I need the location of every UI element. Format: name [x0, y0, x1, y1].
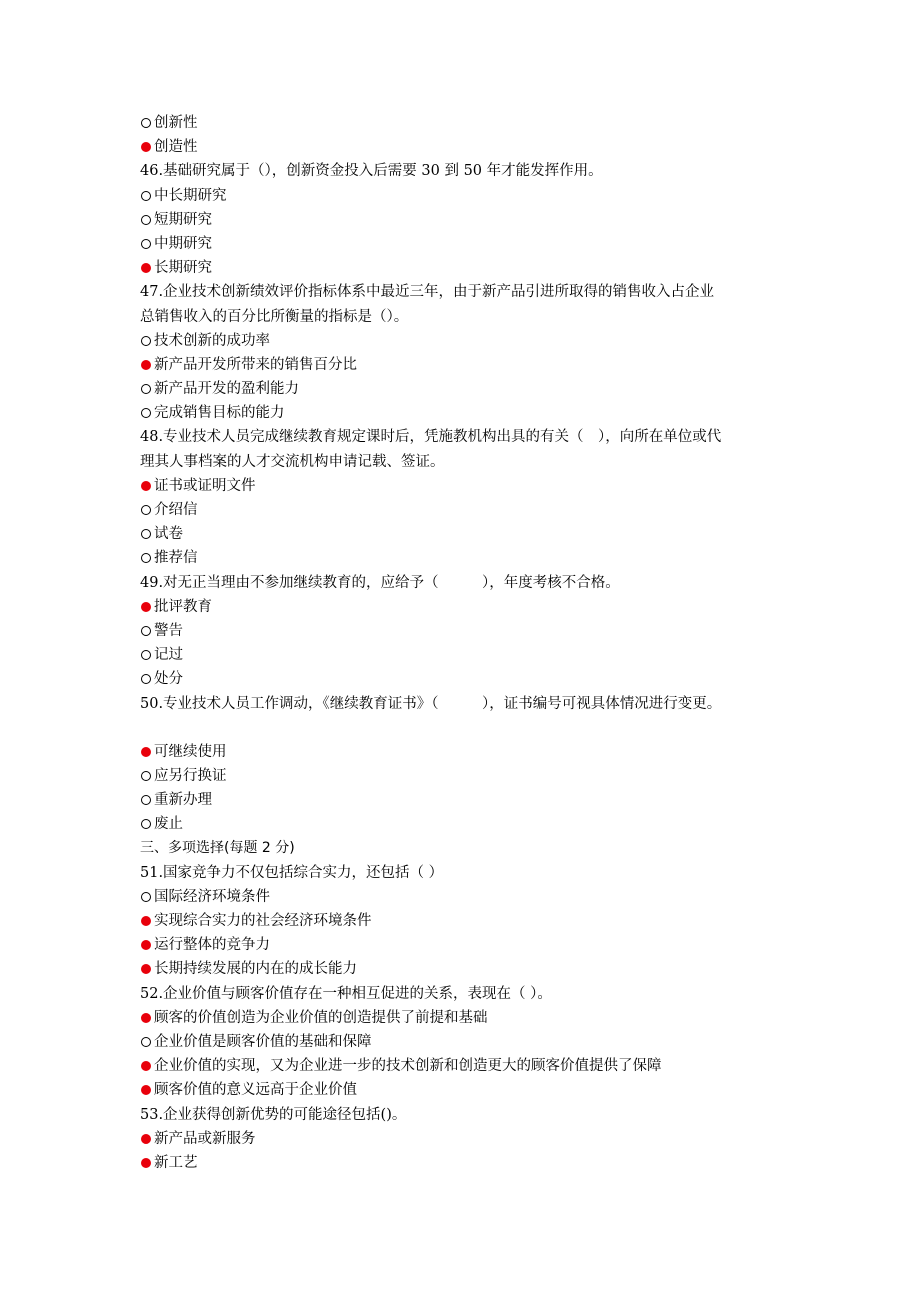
answer-option[interactable] — [140, 329, 800, 353]
answer-option[interactable] — [140, 401, 800, 425]
radio-unselected-icon[interactable] — [141, 1037, 151, 1047]
answer-option[interactable] — [140, 619, 800, 643]
option-label: 创造性 — [154, 139, 198, 156]
radio-selected-icon[interactable] — [141, 940, 151, 950]
radio-selected-icon[interactable] — [141, 1158, 151, 1168]
radio-selected-icon[interactable] — [141, 1061, 151, 1071]
radio-unselected-icon[interactable] — [141, 771, 151, 781]
question-text: 52.企业价值与顾客价值存在一种相互促进的关系，表现在（ ）。 — [140, 985, 552, 1002]
radio-unselected-icon[interactable] — [141, 674, 151, 684]
radio-unselected-icon[interactable] — [141, 626, 151, 636]
radio-selected-icon[interactable] — [141, 1134, 151, 1144]
answer-option[interactable] — [140, 1151, 800, 1175]
option-label: 短期研究 — [154, 211, 212, 228]
option-label: 企业价值的实现，又为企业进一步的技术创新和创造更大的顾客价值提供了保障 — [154, 1058, 662, 1075]
answer-option[interactable] — [140, 740, 800, 764]
answer-option[interactable] — [140, 1127, 800, 1151]
option-label: 运行整体的竞争力 — [154, 937, 270, 954]
exam-document — [140, 111, 800, 1175]
answer-option[interactable] — [140, 1054, 800, 1078]
option-label: 警告 — [154, 622, 183, 639]
option-label: 新产品或新服务 — [154, 1130, 256, 1147]
answer-option[interactable] — [140, 474, 800, 498]
option-label: 长期持续发展的内在的成长能力 — [154, 961, 357, 978]
radio-unselected-icon[interactable] — [141, 408, 151, 418]
question-text: 53.企业获得创新优势的可能途径包括()。 — [140, 1106, 407, 1123]
radio-selected-icon[interactable] — [141, 747, 151, 757]
answer-option[interactable] — [140, 111, 800, 135]
radio-unselected-icon[interactable] — [141, 529, 151, 539]
answer-option[interactable] — [140, 764, 800, 788]
radio-unselected-icon[interactable] — [141, 215, 151, 225]
answer-option[interactable] — [140, 1030, 800, 1054]
answer-option[interactable] — [140, 353, 800, 377]
option-label: 中期研究 — [154, 235, 212, 252]
option-label: 可继续使用 — [154, 743, 227, 760]
option-label: 中长期研究 — [154, 187, 227, 204]
option-label: 批评教育 — [154, 598, 212, 615]
answer-option[interactable] — [140, 232, 800, 256]
answer-option[interactable] — [140, 812, 800, 836]
question-text: 50.专业技术人员工作调动，《继续教育证书》（ ），证书编号可视具体情况进行变更。 — [140, 695, 722, 712]
answer-option[interactable] — [140, 208, 800, 232]
radio-unselected-icon[interactable] — [141, 892, 151, 902]
question-text: 51.国家竞争力不仅包括综合实力，还包括（ ） — [140, 864, 444, 881]
option-label: 顾客的价值创造为企业价值的创造提供了前提和基础 — [154, 1009, 488, 1026]
option-label: 证书或证明文件 — [154, 477, 256, 494]
radio-unselected-icon[interactable] — [141, 819, 151, 829]
answer-option[interactable] — [140, 1078, 800, 1102]
radio-selected-icon[interactable] — [141, 964, 151, 974]
answer-option[interactable] — [140, 933, 800, 957]
answer-option[interactable] — [140, 643, 800, 667]
radio-unselected-icon[interactable] — [141, 191, 151, 201]
option-label: 企业价值是顾客价值的基础和保障 — [154, 1033, 372, 1050]
question-text: 理其人事档案的人才交流机构申请记载、签证。 — [140, 453, 445, 470]
radio-selected-icon[interactable] — [141, 602, 151, 612]
question-text: 46.基础研究属于（），创新资金投入后需要 30 到 50 年才能发挥作用。 — [140, 163, 603, 180]
option-label: 新产品开发的盈利能力 — [154, 381, 299, 398]
radio-unselected-icon[interactable] — [141, 239, 151, 249]
answer-option[interactable] — [140, 1006, 800, 1030]
answer-option[interactable] — [140, 135, 800, 159]
radio-unselected-icon[interactable] — [141, 505, 151, 515]
option-label: 试卷 — [154, 526, 183, 543]
radio-selected-icon[interactable] — [141, 916, 151, 926]
option-label: 处分 — [154, 671, 183, 688]
radio-unselected-icon[interactable] — [141, 384, 151, 394]
option-label: 完成销售目标的能力 — [154, 405, 285, 422]
option-label: 技术创新的成功率 — [154, 332, 270, 349]
radio-selected-icon[interactable] — [141, 1013, 151, 1023]
option-label: 介绍信 — [154, 502, 198, 518]
answer-option[interactable] — [140, 788, 800, 812]
option-label: 国际经济环境条件 — [154, 888, 270, 905]
radio-unselected-icon[interactable] — [141, 553, 151, 563]
question-text: 49.对无正当理由不参加继续教育的，应给予（ ），年度考核不合格。 — [140, 574, 620, 591]
blank-line — [140, 716, 800, 740]
answer-option[interactable] — [140, 184, 800, 208]
section-heading: 三、多项选择(每题 2 分) — [140, 840, 295, 857]
answer-option[interactable] — [140, 546, 800, 570]
answer-option[interactable] — [140, 667, 800, 691]
answer-option[interactable] — [140, 522, 800, 546]
option-label: 重新办理 — [154, 792, 212, 809]
question-text: 总销售收入的百分比所衡量的指标是（）。 — [140, 308, 409, 325]
radio-unselected-icon[interactable] — [141, 336, 151, 346]
question-text: 48.专业技术人员完成继续教育规定课时后，凭施教机构出具的有关（ ），向所在单位或代 — [140, 429, 722, 446]
answer-option[interactable] — [140, 595, 800, 619]
option-label: 长期研究 — [154, 260, 212, 277]
option-label: 新产品开发所带来的销售百分比 — [154, 356, 357, 373]
option-label: 实现综合实力的社会经济环境条件 — [154, 913, 372, 929]
answer-option[interactable] — [140, 885, 800, 909]
radio-selected-icon[interactable] — [141, 481, 151, 491]
radio-selected-icon[interactable] — [141, 1085, 151, 1095]
option-label: 废止 — [154, 816, 183, 833]
option-label: 应另行换证 — [154, 767, 227, 784]
option-label: 记过 — [154, 647, 183, 664]
option-label: 创新性 — [154, 115, 198, 131]
radio-selected-icon[interactable] — [141, 142, 151, 152]
option-label: 顾客价值的意义远高于企业价值 — [154, 1082, 357, 1099]
answer-option[interactable] — [140, 256, 800, 280]
option-label: 推荐信 — [154, 550, 198, 567]
radio-unselected-icon[interactable] — [141, 118, 151, 128]
radio-unselected-icon[interactable] — [141, 650, 151, 660]
answer-option[interactable] — [140, 377, 800, 401]
radio-selected-icon[interactable] — [141, 360, 151, 370]
answer-option[interactable] — [140, 909, 800, 933]
radio-unselected-icon[interactable] — [141, 795, 151, 805]
question-text: 47.企业技术创新绩效评价指标体系中最近三年，由于新产品引进所取得的销售收入占企业 — [140, 284, 715, 301]
option-label: 新工艺 — [154, 1154, 198, 1171]
radio-selected-icon[interactable] — [141, 263, 151, 273]
answer-option[interactable] — [140, 957, 800, 981]
answer-option[interactable] — [140, 498, 800, 522]
